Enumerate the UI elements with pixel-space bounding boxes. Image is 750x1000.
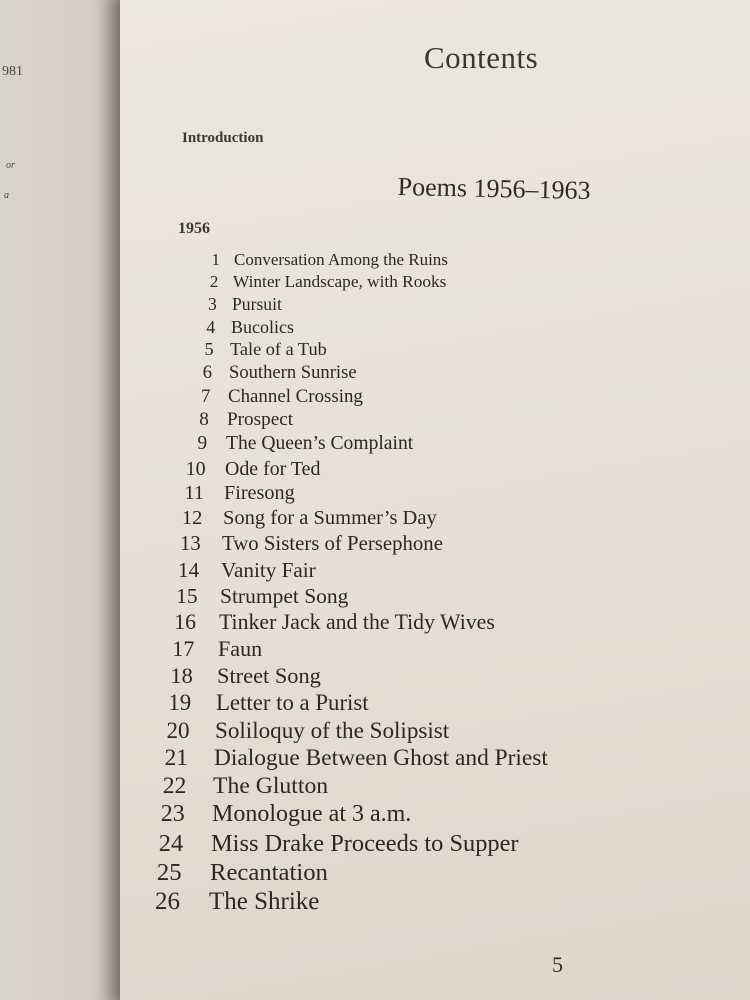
entry-title: Monologue at 3 a.m. <box>212 801 412 828</box>
entry-title: Ode for Ted <box>225 457 321 480</box>
entry-title: Vanity Fair <box>221 557 316 582</box>
entry-number: 13 <box>180 532 201 556</box>
entry-number: 16 <box>174 609 196 634</box>
entry-title: Song for a Summer’s Day <box>223 507 437 530</box>
entry-title: Miss Drake Proceeds to Supper <box>211 829 519 857</box>
entry-title: Street Song <box>217 663 321 688</box>
entry-number: 3 <box>208 294 217 314</box>
entry-number: 9 <box>197 433 208 455</box>
introduction-entry: Introduction <box>182 130 264 146</box>
entry-number: 14 <box>178 557 200 582</box>
entry-title: Recantation <box>210 858 328 886</box>
page-title: Contents <box>424 40 539 75</box>
entry-title: Pursuit <box>232 294 282 314</box>
section-title: Poems 1956–1963 <box>397 172 591 206</box>
entry-title: Soliloquy of the Solipsist <box>215 717 450 744</box>
entry-number: 1 <box>211 250 220 269</box>
entry-title: The Queen’s Complaint <box>226 433 414 455</box>
entry-number: 7 <box>200 385 211 407</box>
entry-number: 11 <box>184 482 204 505</box>
entry-title: Firesong <box>224 482 295 505</box>
entry-number: 18 <box>170 663 193 688</box>
left-page-fragment: or <box>6 160 15 171</box>
entry-title: Strumpet Song <box>220 583 349 608</box>
entry-title: Tinker Jack and the Tidy Wives <box>219 609 495 634</box>
entry-number: 10 <box>185 457 206 480</box>
left-page-fragment: 981 <box>2 64 23 79</box>
entry-number: 15 <box>176 583 198 608</box>
entry-number: 5 <box>204 339 214 360</box>
entry-number: 4 <box>206 316 216 337</box>
entry-title: Prospect <box>227 409 294 431</box>
entry-number: 17 <box>172 636 195 662</box>
entry-number: 19 <box>168 690 192 716</box>
year-heading: 1956 <box>178 220 210 237</box>
entry-number: 26 <box>155 888 180 915</box>
entry-number: 24 <box>158 829 184 857</box>
entry-title: Tale of a Tub <box>230 339 327 360</box>
entry-number: 8 <box>199 409 209 431</box>
entry-title: Bucolics <box>231 316 294 337</box>
entry-title: Faun <box>218 636 263 662</box>
entry-title: Winter Landscape, with Rooks <box>233 271 447 291</box>
entry-number: 23 <box>160 801 185 828</box>
page-number: 5 <box>552 952 563 977</box>
entry-number: 22 <box>162 773 187 800</box>
entry-title: The Glutton <box>213 773 329 800</box>
entry-number: 2 <box>209 271 219 291</box>
entry-title: The Shrike <box>209 888 320 915</box>
entry-title: Conversation Among the Ruins <box>234 250 448 269</box>
entry-title: Southern Sunrise <box>229 362 357 384</box>
entry-title: Two Sisters of Persephone <box>222 532 443 556</box>
entry-number: 25 <box>156 858 182 886</box>
entry-title: Channel Crossing <box>228 385 363 407</box>
entry-number: 6 <box>202 362 212 384</box>
left-page-fragment: a <box>4 190 9 201</box>
entry-title: Letter to a Purist <box>216 690 369 716</box>
entry-title: Dialogue Between Ghost and Priest <box>214 745 548 772</box>
entry-number: 21 <box>164 745 188 772</box>
entry-number: 12 <box>181 507 203 530</box>
entry-number: 20 <box>166 717 190 744</box>
